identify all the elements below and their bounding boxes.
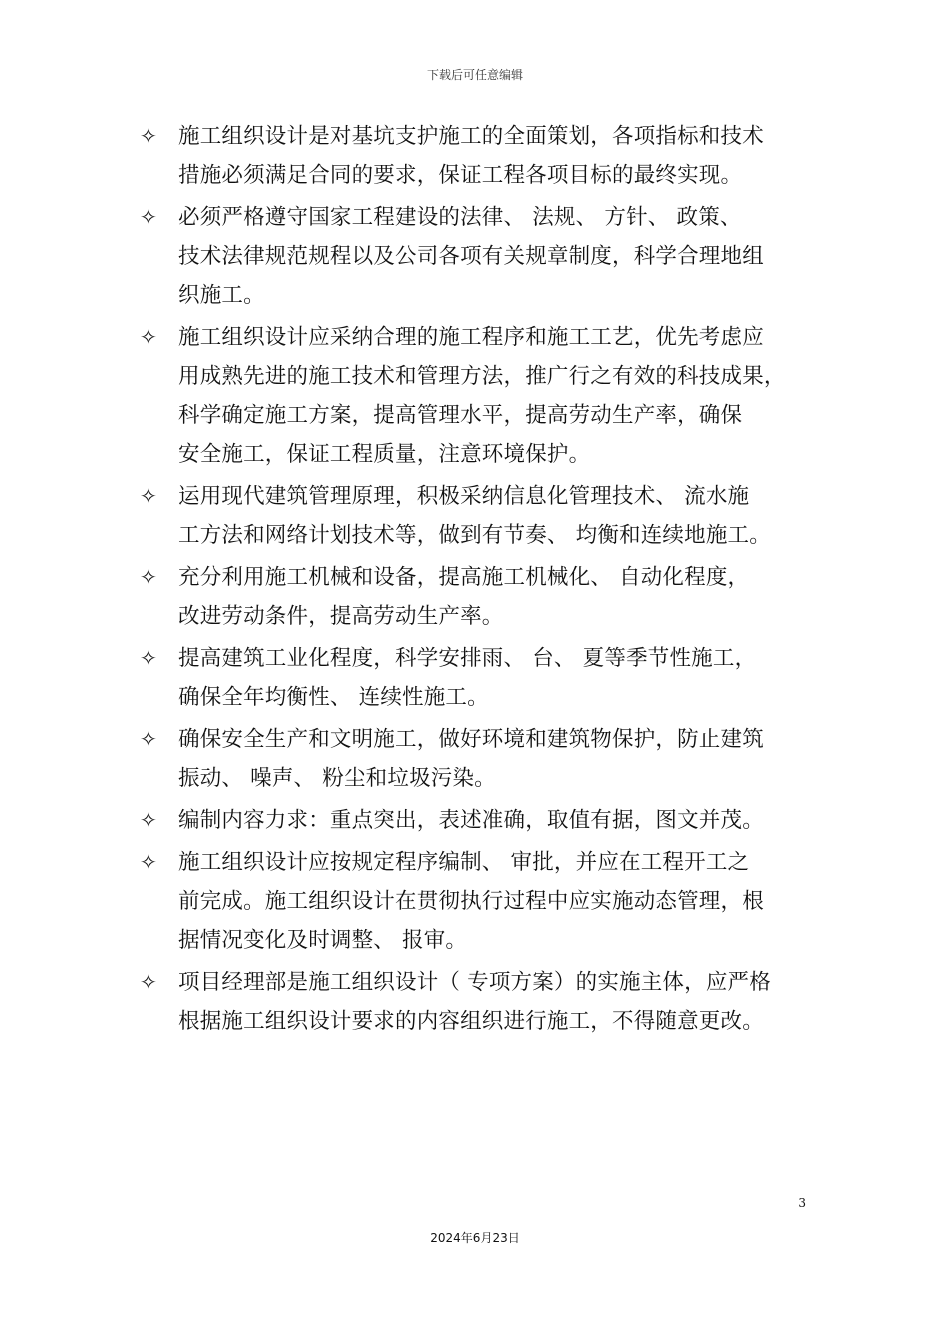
diamond-star-bullet-icon: ✧ — [140, 808, 157, 832]
list-item-text: 充分利用施工机械和设备，提高施工机械化、 自动化程度， 改进劳动条件，提高劳动生产率。 — [178, 565, 750, 629]
list-item — [140, 843, 830, 960]
list-item — [140, 558, 830, 636]
list-item-text: 确保安全生产和文明施工，做好环境和建筑物保护，防止建筑 振动、 噪声、 粉尘和垃圾污染。 — [178, 727, 764, 791]
diamond-star-bullet-icon: ✧ — [140, 205, 157, 229]
list-item — [140, 963, 830, 1041]
list-item-text: 施工组织设计应采纳合理的施工程序和施工工艺，优先考虑应 用成熟先进的施工技术和管理方法，推广行之有效的科技成果， 科学确定施工方案，提高管理水平，提高劳动生产率，确保 安全施工，保证工程质量，注意环境保护。 — [178, 325, 786, 467]
diamond-star-bullet-icon: ✧ — [140, 124, 157, 148]
diamond-star-bullet-icon: ✧ — [140, 565, 157, 589]
list-item — [140, 801, 830, 840]
list-item-text: 编制内容力求：重点突出，表述准确，取值有据，图文并茂。 — [178, 808, 764, 833]
list-item — [140, 720, 830, 798]
list-item-text: 运用现代建筑管理原理，积极采纳信息化管理技术、 流水施 工方法和网络计划技术等，做到有节奏、 均衡和连续地施工。 — [178, 484, 771, 548]
list-item — [140, 117, 830, 195]
list-item-text: 施工组织设计应按规定程序编制、 审批，并应在工程开工之 前完成。施工组织设计在贯彻执行过程中应实施动态管理，根 据情况变化及时调整、 报审。 — [178, 850, 764, 953]
list-item — [140, 477, 830, 555]
diamond-star-bullet-icon: ✧ — [140, 484, 157, 508]
diamond-star-bullet-icon: ✧ — [140, 325, 157, 349]
list-item-text: 必须严格遵守国家工程建设的法律、 法规、 方针、 政策、 技术法律规范规程以及公司各项有关规章制度，科学合理地组 织施工。 — [178, 205, 764, 308]
list-item — [140, 198, 830, 315]
diamond-star-bullet-icon: ✧ — [140, 727, 157, 751]
diamond-star-bullet-icon: ✧ — [140, 850, 157, 874]
page-header: 下载后可任意编辑 — [426, 68, 523, 82]
list-item — [140, 318, 830, 474]
list-item-text: 项目经理部是施工组织设计（ 专项方案）的实施主体，应严格 根据施工组织设计要求的内容组织进行施工，不得随意更改。 — [178, 970, 771, 1034]
list-item-text: 提高建筑工业化程度，科学安排雨、 台、 夏等季节性施工， 确保全年均衡性、 连续性施工。 — [178, 646, 757, 710]
diamond-star-bullet-icon: ✧ — [140, 646, 157, 670]
list-item — [140, 639, 830, 717]
page-footer-date: 2024年6月23日 — [430, 1231, 520, 1245]
page-number: 3 — [798, 1196, 806, 1210]
principles-list — [140, 117, 830, 1044]
diamond-star-bullet-icon: ✧ — [140, 970, 157, 994]
list-item-text: 施工组织设计是对基坑支护施工的全面策划，各项指标和技术 措施必须满足合同的要求，保证工程各项目标的最终实现。 — [178, 124, 764, 188]
